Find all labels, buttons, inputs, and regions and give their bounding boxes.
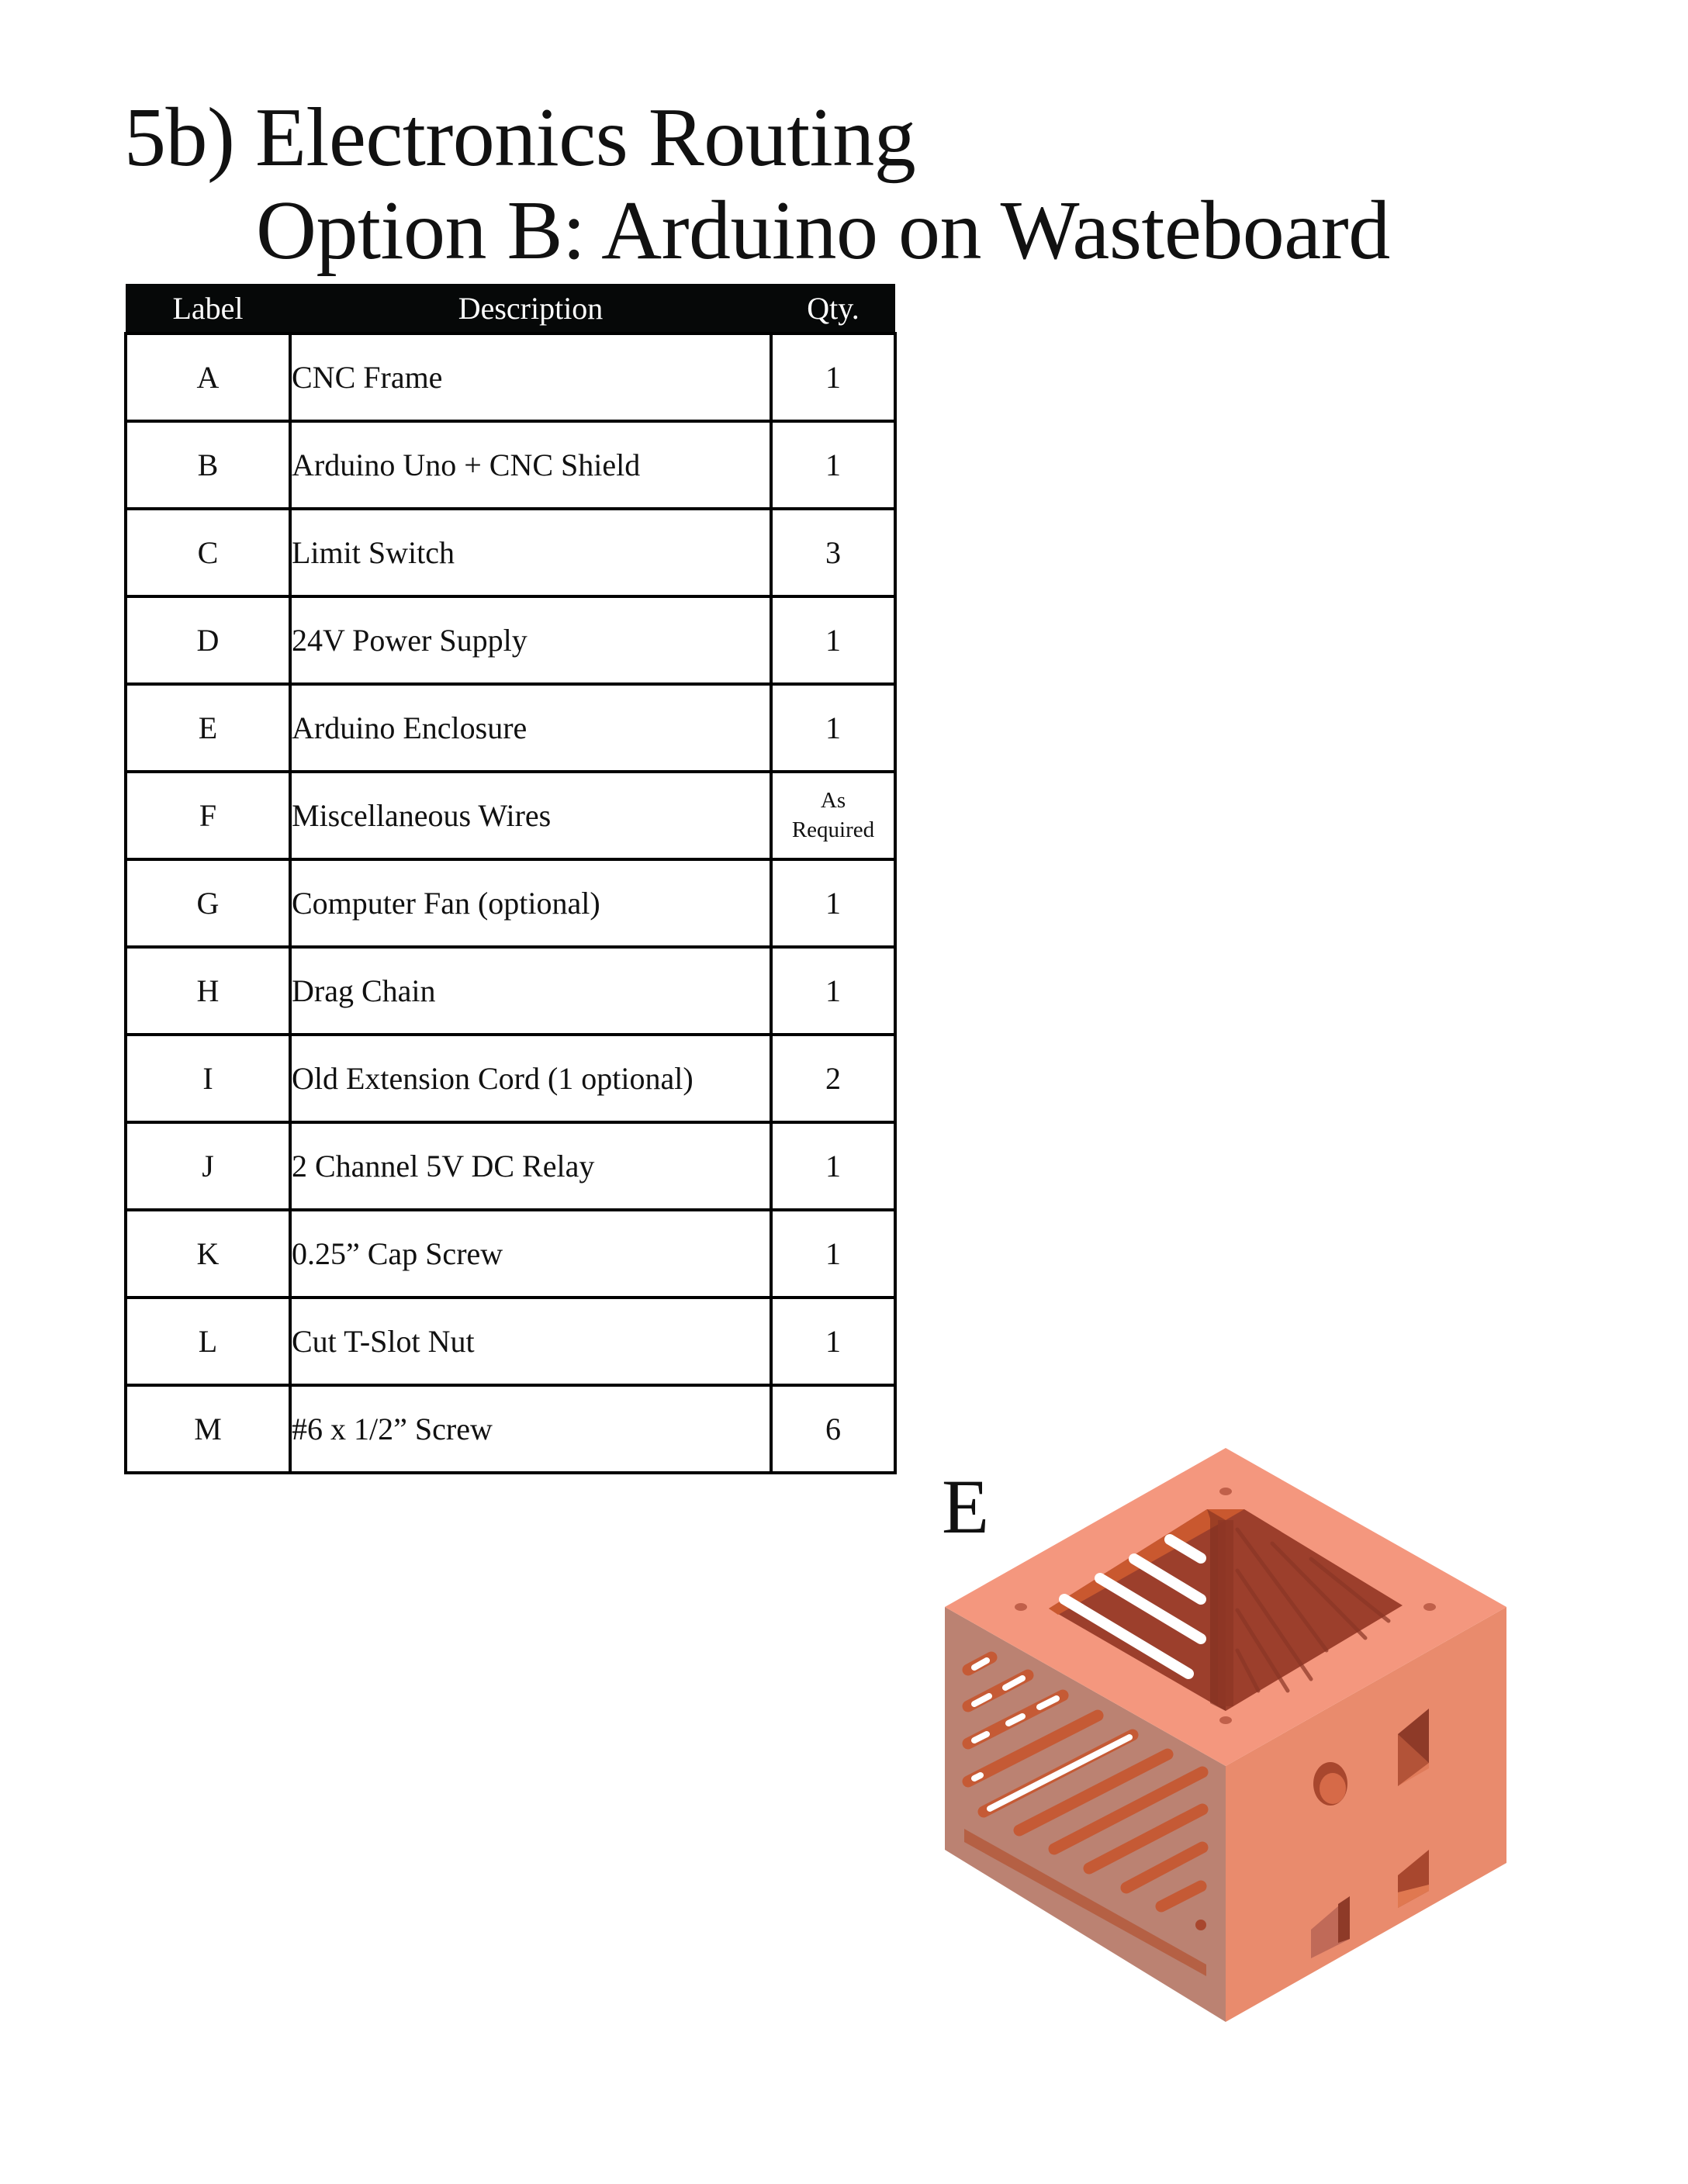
figure-label: E (942, 1463, 990, 1550)
row-label: B (126, 421, 290, 509)
table-row (126, 596, 895, 684)
row-label: J (126, 1122, 290, 1210)
header-description: Description (290, 284, 771, 333)
page-title-line-1: 5b) Electronics Routing (124, 92, 916, 184)
row-label: D (126, 596, 290, 684)
row-label: L (126, 1298, 290, 1385)
table-row (126, 1298, 895, 1385)
table-header-row (126, 284, 895, 333)
row-description: Drag Chain (290, 947, 771, 1035)
row-qty: 1 (771, 596, 895, 684)
row-label: I (126, 1035, 290, 1122)
table-row (126, 1385, 895, 1473)
row-description: #6 x 1/2” Screw (290, 1385, 771, 1473)
row-qty: 1 (771, 947, 895, 1035)
row-label: H (126, 947, 290, 1035)
row-description: 0.25” Cap Screw (290, 1210, 771, 1298)
row-label: F (126, 772, 290, 859)
row-description: 2 Channel 5V DC Relay (290, 1122, 771, 1210)
row-description: Arduino Uno + CNC Shield (290, 421, 771, 509)
table-row (126, 421, 895, 509)
parts-list-table (124, 284, 897, 1474)
table-row (126, 859, 895, 947)
row-label: K (126, 1210, 290, 1298)
row-qty: 2 (771, 1035, 895, 1122)
row-label: A (126, 333, 290, 421)
table-row (126, 1122, 895, 1210)
row-qty: 1 (771, 333, 895, 421)
row-description: CNC Frame (290, 333, 771, 421)
row-label: C (126, 509, 290, 596)
table-row (126, 509, 895, 596)
row-label: E (126, 684, 290, 772)
row-label: M (126, 1385, 290, 1473)
row-description: Limit Switch (290, 509, 771, 596)
row-qty: 6 (771, 1385, 895, 1473)
row-qty: 1 (771, 1122, 895, 1210)
header-label: Label (126, 284, 290, 333)
row-qty: 1 (771, 859, 895, 947)
row-qty: 1 (771, 1298, 895, 1385)
row-qty: 1 (771, 684, 895, 772)
row-description: Old Extension Cord (1 optional) (290, 1035, 771, 1122)
table-row (126, 772, 895, 859)
table-row (126, 1035, 895, 1122)
table-row (126, 1210, 895, 1298)
row-description: Arduino Enclosure (290, 684, 771, 772)
row-qty: 1 (771, 421, 895, 509)
row-description: Miscellaneous Wires (290, 772, 771, 859)
row-description: Cut T-Slot Nut (290, 1298, 771, 1385)
page-title-line-2: Option B: Arduino on Wasteboard (256, 185, 1390, 277)
qty-as-required-text: As Required (791, 787, 875, 842)
table-row (126, 333, 895, 421)
arduino-enclosure-illustration (915, 1427, 1536, 2047)
table-row (126, 684, 895, 772)
row-qty: 3 (771, 509, 895, 596)
row-label: G (126, 859, 290, 947)
header-qty: Qty. (771, 284, 895, 333)
table-row (126, 947, 895, 1035)
row-qty (771, 772, 895, 859)
row-qty: 1 (771, 1210, 895, 1298)
row-description: Computer Fan (optional) (290, 859, 771, 947)
row-description: 24V Power Supply (290, 596, 771, 684)
